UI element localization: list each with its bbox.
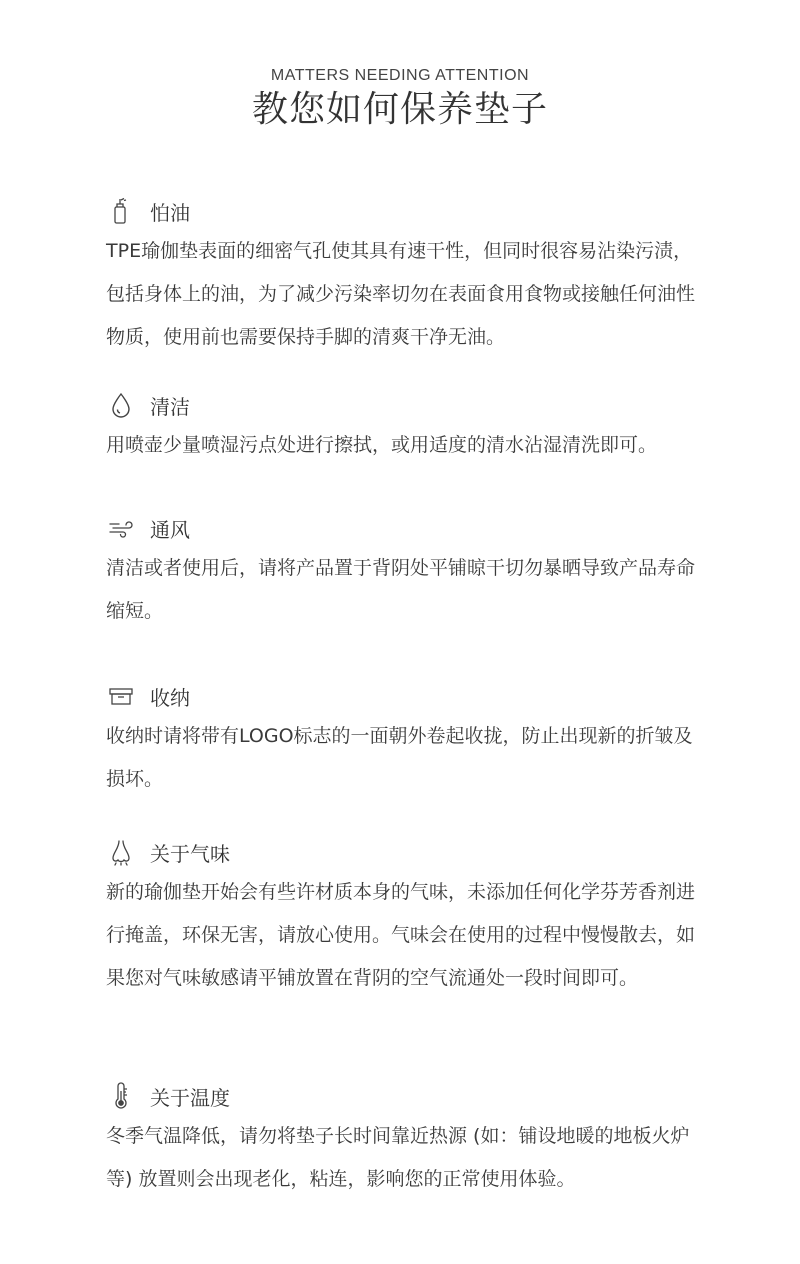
nose-smell-icon (106, 837, 136, 867)
section-storage (106, 679, 706, 801)
section-title: 关于气味 (150, 841, 230, 866)
section-header (106, 679, 706, 713)
section-cleaning (106, 388, 706, 467)
section-body: TPE瑜伽垫表面的细密气孔使其具有速干性，但同时很容易沾染污渍，包括身体上的油，为了减少污染率切勿在表面食用食物或接触任何油性物质，使用前也需要保持手脚的清爽干净无油。 (106, 240, 696, 348)
section-ventilation (106, 511, 706, 633)
section-title: 关于温度 (150, 1085, 230, 1110)
section-header (106, 511, 706, 545)
section-temperature (106, 1079, 706, 1201)
page-title: 教您如何保养垫子 (251, 89, 548, 130)
thermometer-icon (106, 1081, 136, 1111)
wind-icon (106, 513, 136, 543)
section-oil (106, 194, 706, 359)
page-subtitle: MATTERS NEEDING ATTENTION (270, 67, 530, 84)
section-title: 收纳 (150, 685, 190, 710)
section-body: 新的瑜伽垫开始会有些许材质本身的气味，未添加任何化学芬芳香剂进行掩盖，环保无害，请放心使用。气味会在使用的过程中慢慢散去，如果您对气味敏感请平铺放置在背阴的空气流通处一段时间即可。 (106, 881, 696, 989)
section-odor (106, 835, 706, 1000)
section-header (106, 194, 706, 228)
section-title: 怕油 (150, 200, 190, 225)
section-body: 冬季气温降低，请勿将垫子长时间靠近热源 (如：铺设地暖的地板火炉等) 放置则会出现老化，粘连，影响您的正常使用体验。 (106, 1125, 690, 1190)
section-header (106, 835, 706, 869)
oil-bottle-icon (106, 196, 136, 226)
storage-box-icon (106, 681, 136, 711)
section-header (106, 388, 706, 422)
section-body: 用喷壶少量喷湿污点处进行擦拭，或用适度的清水沾湿清洗即可。 (106, 434, 658, 456)
section-title: 通风 (150, 517, 190, 542)
section-title: 清洁 (150, 394, 190, 419)
section-body: 清洁或者使用后，请将产品置于背阴处平铺晾干切勿暴晒导致产品寿命缩短。 (106, 557, 696, 622)
section-header (106, 1079, 706, 1113)
water-drop-icon (106, 390, 136, 420)
section-body: 收纳时请将带有LOGO标志的一面朝外卷起收拢，防止出现新的折皱及损坏。 (106, 725, 693, 790)
page-header (0, 66, 800, 132)
